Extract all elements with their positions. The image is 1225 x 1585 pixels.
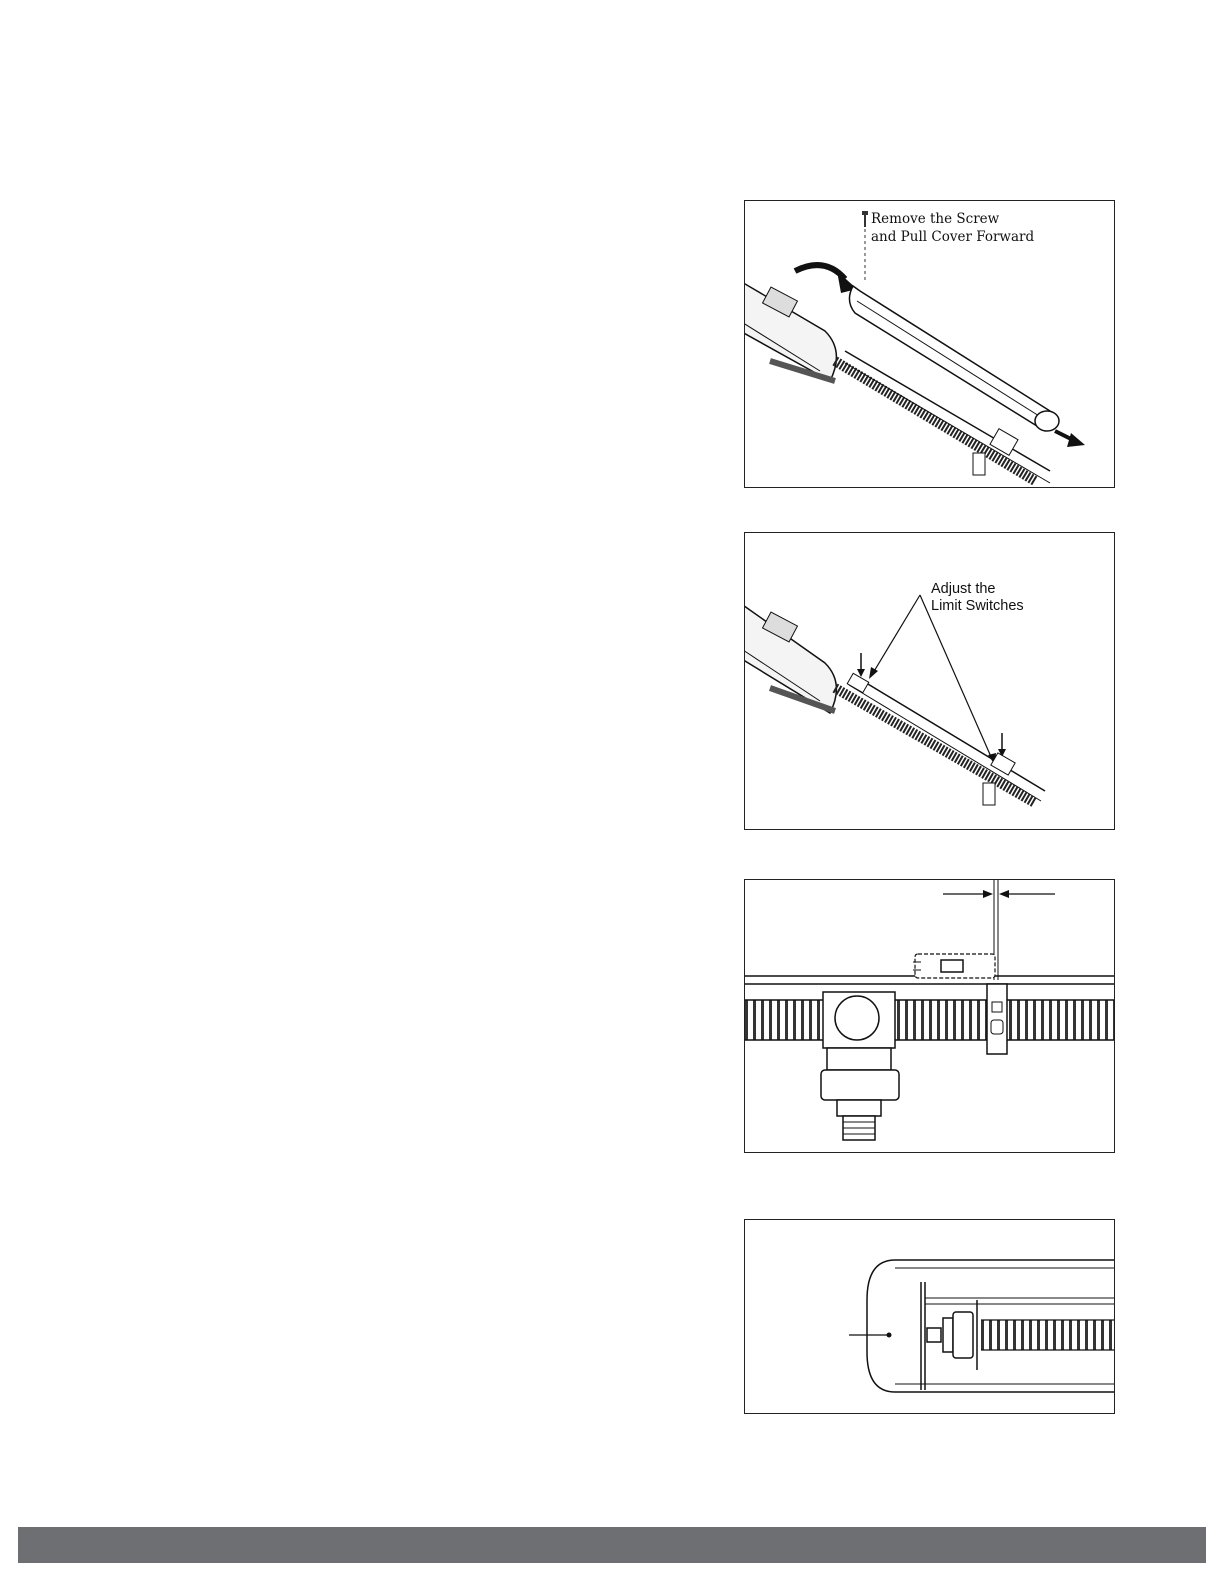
limit-switch — [847, 673, 869, 692]
caption-line-1: Adjust the — [931, 581, 996, 597]
figure-limit-switches — [744, 532, 1115, 830]
caption-line-1: Remove the Screw — [871, 211, 1000, 227]
caption-line-2: and Pull Cover Forward — [871, 229, 1035, 245]
carriage — [983, 783, 995, 805]
figure-remove-cover — [744, 200, 1115, 488]
limit-switch — [913, 954, 995, 978]
lead-screw — [835, 361, 1035, 481]
end-cap-illustration — [745, 1220, 1115, 1414]
lead-screw — [835, 688, 1035, 803]
figure-switch-gap-detail — [744, 879, 1115, 1153]
motor-housing — [745, 281, 836, 381]
trolley-block — [821, 992, 899, 1140]
figure-end-cap-detail — [744, 1219, 1115, 1414]
motor-housing — [745, 603, 836, 713]
washer — [943, 1318, 953, 1352]
limit-switches-illustration — [745, 533, 1115, 830]
carriage — [973, 429, 1018, 475]
lead-screw — [745, 1000, 1115, 1040]
stop-collar — [987, 984, 1007, 1054]
nut — [953, 1312, 973, 1358]
switch-gap-illustration — [745, 880, 1115, 1153]
footer-bar — [18, 1527, 1206, 1563]
caption-line-2: Limit Switches — [931, 598, 1024, 614]
cover-tube — [849, 286, 1059, 431]
screw-icon — [862, 211, 868, 281]
pointer-line — [873, 595, 920, 673]
